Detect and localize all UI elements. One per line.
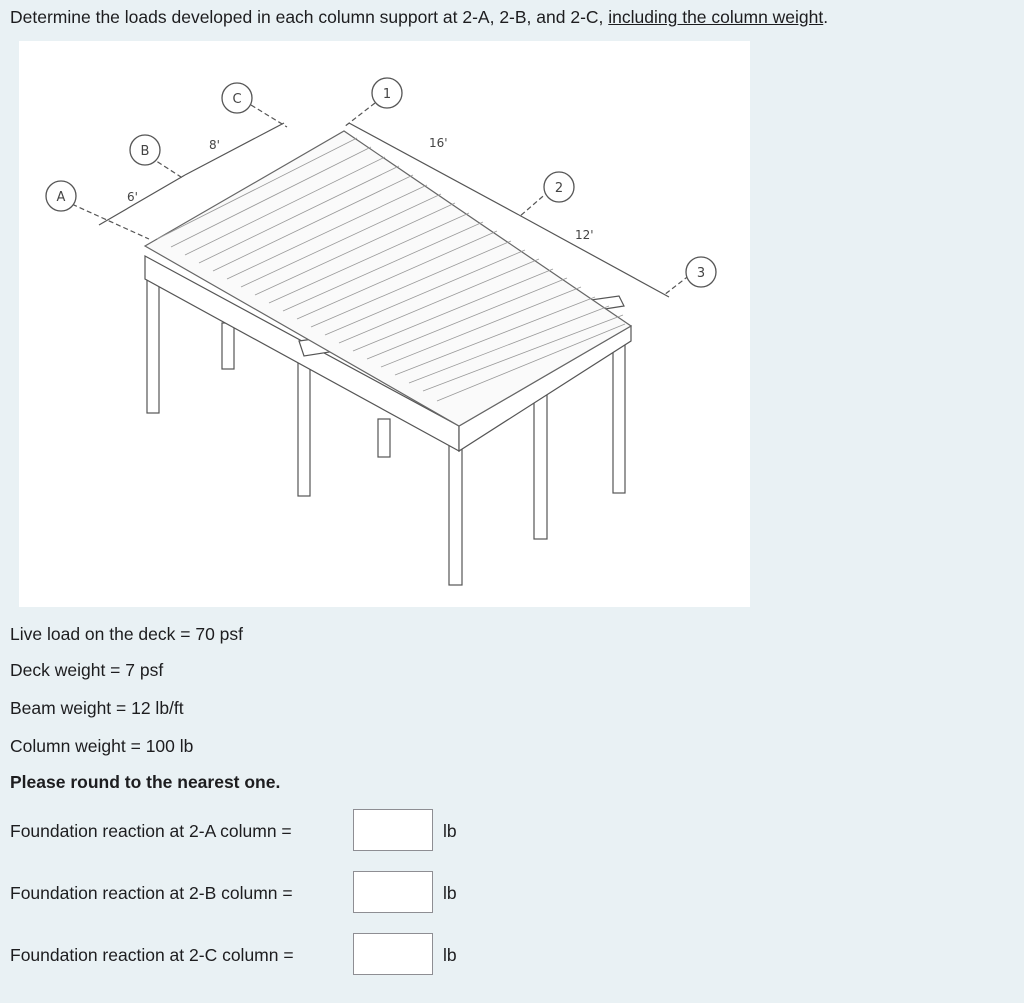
question-text — [10, 7, 828, 28]
answer-unit-2c: lb — [443, 945, 457, 965]
grid-label-1: 1 — [382, 87, 392, 102]
answer-label-2a: Foundation reaction at 2-A column = — [10, 821, 292, 841]
question-main: Determine the loads developed in each column support at 2-A, 2-B, and 2-C, — [10, 7, 609, 27]
answer-label-2b: Foundation reaction at 2-B column = — [10, 883, 293, 903]
grid-label-b: B — [140, 144, 150, 159]
answer-input-2c[interactable] — [353, 933, 433, 975]
given-deck-weight: Deck weight = 7 psf — [10, 660, 164, 680]
given-beam-weight: Beam weight = 12 lb/ft — [10, 698, 184, 718]
answer-input-2a[interactable] — [353, 809, 433, 851]
grid-label-c: C — [232, 92, 242, 107]
grid-label-2: 2 — [554, 181, 564, 196]
grid-label-a: A — [56, 190, 66, 205]
answer-input-2b[interactable] — [353, 871, 433, 913]
dimension-16ft: 16' — [429, 136, 448, 150]
answer-unit-2b: lb — [443, 883, 457, 903]
rounding-instruction: Please round to the nearest one. — [10, 772, 281, 792]
dimension-12ft: 12' — [575, 228, 594, 242]
question-period: . — [823, 7, 829, 27]
given-live-load: Live load on the deck = 70 psf — [10, 624, 244, 644]
deck-framing-figure — [19, 41, 750, 607]
dimension-8ft: 8' — [209, 138, 220, 152]
answer-label-2c: Foundation reaction at 2-C column = — [10, 945, 294, 965]
grid-label-3: 3 — [696, 266, 706, 281]
answer-row-2c — [10, 933, 490, 979]
answer-unit-2a: lb — [443, 821, 457, 841]
answer-row-2b — [10, 871, 490, 917]
dimension-6ft: 6' — [127, 190, 138, 204]
deck-isometric-drawing — [19, 41, 750, 607]
question-emphasis: including the column weight — [608, 7, 824, 27]
answer-row-2a — [10, 809, 490, 855]
given-column-weight: Column weight = 100 lb — [10, 736, 194, 756]
